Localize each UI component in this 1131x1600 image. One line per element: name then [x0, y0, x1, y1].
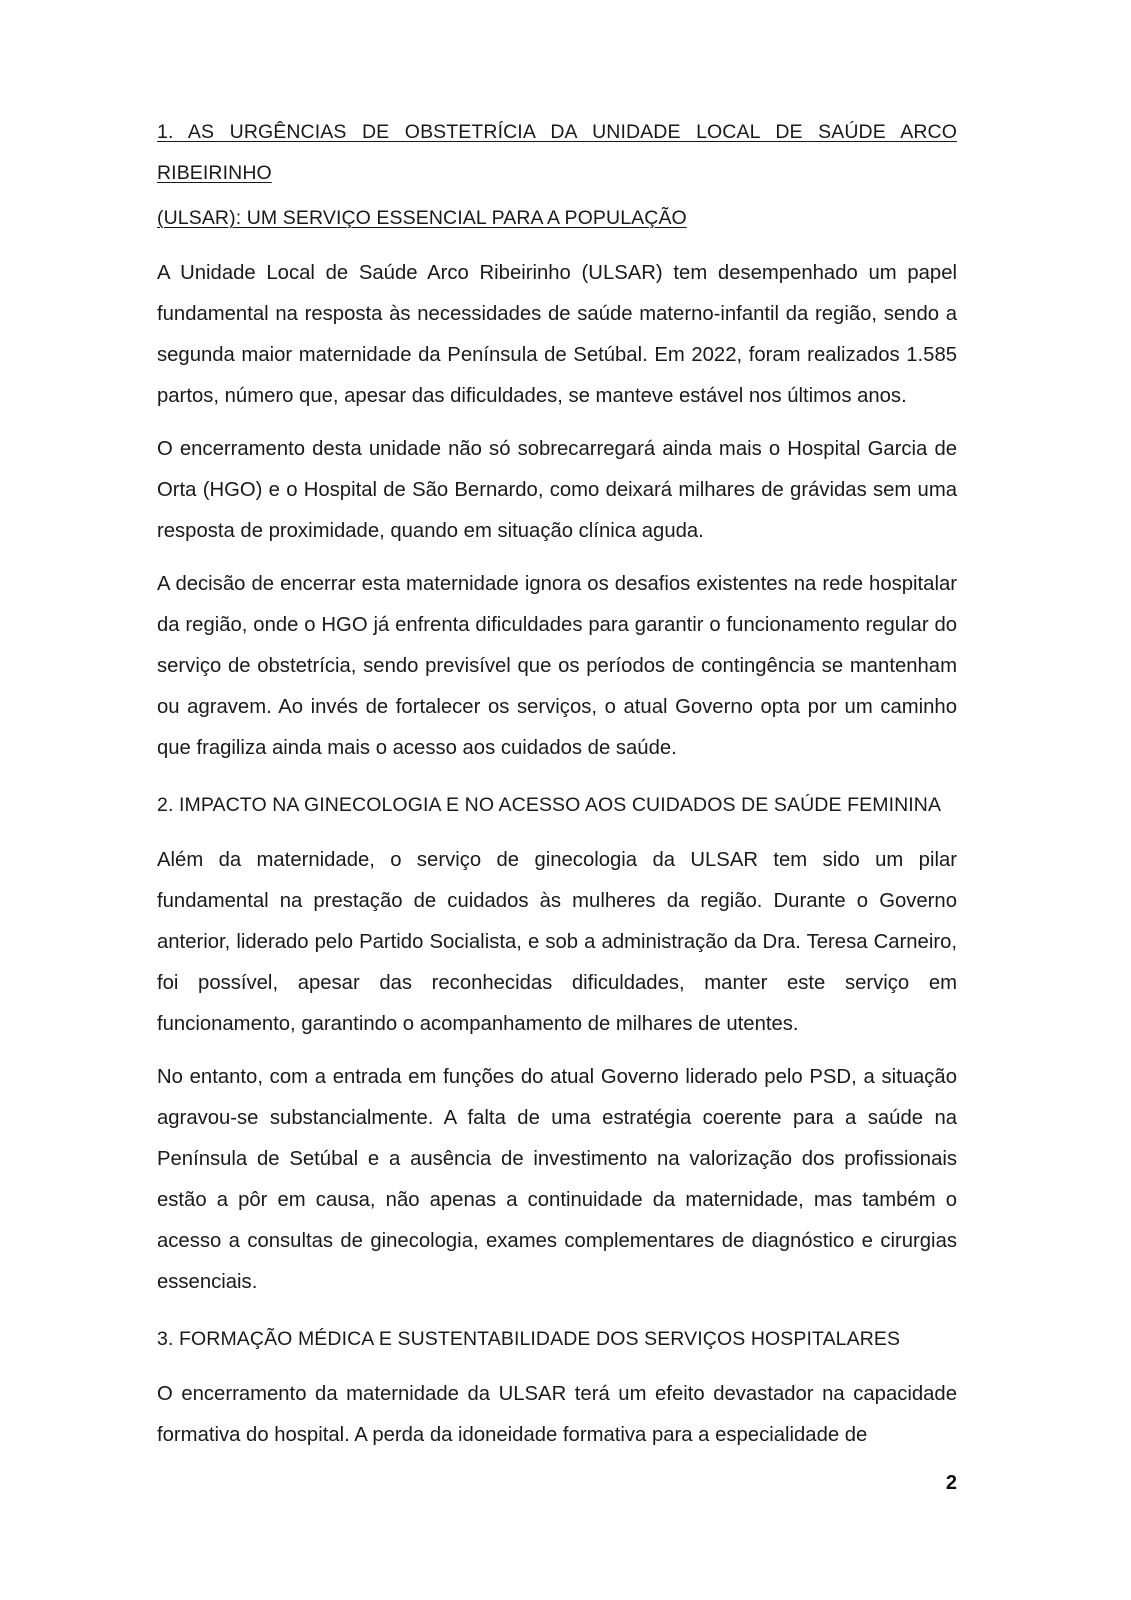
- page-number: 2: [945, 1472, 957, 1494]
- section-heading-2-line-1: 2. IMPACTO NA GINECOLOGIA E NO ACESSO AOS CUIDADOS DE SAÚDE FEMININA: [157, 794, 942, 816]
- spacer: [157, 417, 957, 429]
- spacer: [157, 830, 957, 840]
- spacer: [157, 552, 957, 564]
- spacer: [157, 769, 957, 785]
- paragraph-6: O encerramento da maternidade da ULSAR terá um efeito devastador na capacidade formativa do hospital. A perda da idoneidade formativa para a especialidade de: [157, 1383, 957, 1446]
- paragraph-2: O encerramento desta unidade não só sobrecarregará ainda mais o Hospital Garcia de Orta (HGO) e o Hospital de São Bernardo, como deixará milhares de grávidas sem uma resposta de proximidade, quando em situação clínica aguda.: [157, 438, 957, 542]
- section-heading-3-line-1: 3. FORMAÇÃO MÉDICA E SUSTENTABILIDADE DOS SERVIÇOS HOSPITALARES: [157, 1328, 901, 1350]
- section-heading-3: [157, 1319, 957, 1360]
- paragraph-3: A decisão de encerrar esta maternidade ignora os desafios existentes na rede hospitalar da região, onde o HGO já enfrenta dificuldades para garantir o funcionamento regular do serviço de obstetrícia, sendo previsível que os períodos de contingência se mantenham ou agravem. Ao invés de fortalecer os serviços, o atual Governo opta por um caminho que fragiliza ainda mais o acesso aos cuidados de saúde.: [157, 573, 957, 759]
- spacer: [157, 1045, 957, 1057]
- paragraph-4: Além da maternidade, o serviço de ginecologia da ULSAR tem sido um pilar fundamental na prestação de cuidados às mulheres da região. Durante o Governo anterior, liderado pelo Partido Socialista, e sob a administração da Dra. Teresa Carneiro, foi possível, apesar das reconhecidas dificuldades, manter este serviço em funcionamento, garantindo o acompanhamento de milhares de utentes.: [157, 849, 957, 1035]
- paragraph-1: A Unidade Local de Saúde Arco Ribeirinho (ULSAR) tem desempenhado um papel fundamental na resposta às necessidades de saúde materno-infantil da região, sendo a segunda maior maternidade da Península de Setúbal. Em 2022, foram realizados 1.585 partos, número que, apesar das dificuldades, se manteve estável nos últimos anos.: [157, 262, 957, 407]
- spacer: [157, 1303, 957, 1319]
- section-heading-1-line-2: (ULSAR): UM SERVIÇO ESSENCIAL PARA A POPULAÇÃO: [157, 207, 687, 229]
- spacer: [157, 1364, 957, 1374]
- document-body: [157, 112, 957, 1456]
- section-heading-1: [157, 112, 957, 239]
- spacer: [157, 243, 957, 253]
- section-heading-2: [157, 785, 957, 826]
- section-heading-1-line-1: 1. AS URGÊNCIAS DE OBSTETRÍCIA DA UNIDADE LOCAL DE SAÚDE ARCO RIBEIRINHO: [157, 121, 957, 184]
- paragraph-5: No entanto, com a entrada em funções do atual Governo liderado pelo PSD, a situação agravou-se substancialmente. A falta de uma estratégia coerente para a saúde na Península de Setúbal e a ausência de investimento na valorização dos profissionais estão a pôr em causa, não apenas a continuidade da maternidade, mas também o acesso a consultas de ginecologia, exames complementares de diagnóstico e cirurgias essenciais.: [157, 1066, 957, 1293]
